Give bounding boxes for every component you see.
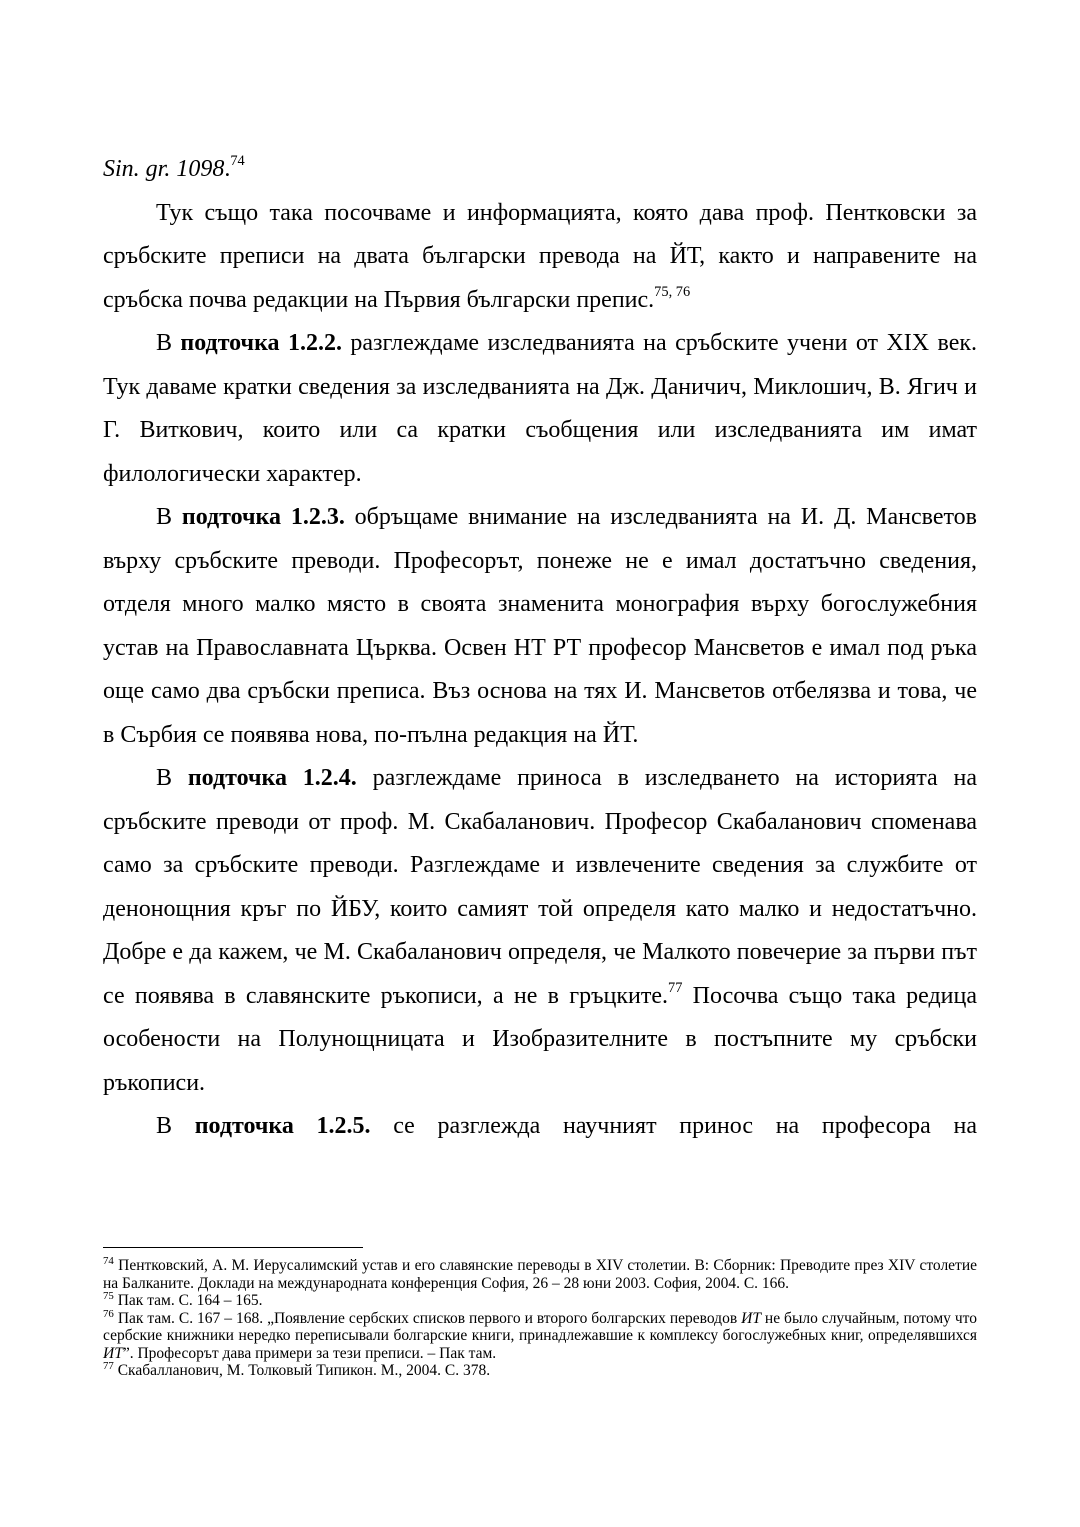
- footnote-number: 76: [103, 1307, 114, 1320]
- paragraph-pentkovski: [103, 192, 977, 323]
- footnote-75: [103, 1292, 977, 1310]
- footnote-text: Пентковский, А. М. Иерусалимский устав и его славянские переводы в XIV столетии. В: Сборник: Преводите през XIV столетие на Балканите. Доклади на международната конференция София, 26 – 28 юни 2003. София, 2004. С. 166.: [103, 1257, 978, 1292]
- paragraph-1-2-3: [103, 496, 977, 757]
- paragraph-lead: В: [156, 1113, 173, 1139]
- footnote-number: 77: [103, 1360, 114, 1373]
- footnote-ref-75-76[interactable]: 75, 76: [654, 283, 691, 300]
- footnote-77: [103, 1362, 977, 1380]
- footnote-text: Скабалланович, М. Толковый Типикон. М., 2004. С. 378.: [117, 1362, 491, 1379]
- footnote-76: [103, 1307, 978, 1363]
- paragraph-manuscript-ref: [103, 148, 977, 192]
- footnote-74: [103, 1257, 977, 1292]
- paragraph-1-2-4: [103, 757, 977, 1105]
- subsection-label: подточка 1.2.3.: [181, 504, 345, 530]
- footnote-text: ”. Професорът дава примери за тези преписи. – Пак там.: [122, 1344, 497, 1362]
- footnote-number: 75: [103, 1290, 114, 1303]
- paragraph-lead: В: [156, 330, 173, 356]
- footnote-text: не было случайным, потому что сербские книжники нередко переписывали болгарские книги, принадлежавшие к комплексу богослужебных книг, определявшихся: [103, 1309, 978, 1344]
- footnote-separator: [103, 1247, 363, 1248]
- subsection-label: подточка 1.2.2.: [180, 330, 342, 356]
- footnotes: [103, 1257, 977, 1380]
- main-text: [103, 148, 977, 1149]
- paragraph-text-continued: Посочва също така редица особености на Полунощницата и Изобразителните в постъпните му сръбски ръкописи.: [103, 982, 978, 1096]
- paragraph-lead: В: [156, 765, 173, 791]
- footnote-ref-77[interactable]: 77: [668, 979, 683, 996]
- footnote-number: 74: [103, 1255, 114, 1268]
- period: .: [224, 156, 231, 182]
- paragraph-text: разглеждаме изследванията на сръбските учени от XIX век. Тук даваме кратки сведения за изследванията на Дж. Даничич, Миклошич, В. Ягич и Г. Виткович, които или са кратки съобщения или изследванията им имат филологически характер.: [103, 330, 978, 487]
- paragraph-text: обръщаме внимание на изследванията на И. Д. Мансветов върху сръбските преводи. Професорът, понеже не е имал достатъчно сведения, отделя много малко място в своята знаменита монография върху богослужебния устав на Православната Църква. Освен НТ РТ професор Мансветов е имал под ръка още само два сръбски преписа. Въз основа на тях И. Мансветов отбелязва и това, че в Сърбия се появява нова, по-пълна редакция на ЙТ.: [103, 504, 978, 748]
- footnote-italic-abbrev: ИТ: [741, 1309, 761, 1327]
- paragraph-lead: В: [156, 504, 173, 530]
- subsection-label: подточка 1.2.5.: [194, 1113, 371, 1139]
- paragraph-text: Тук също така посочваме и информацията, която дава проф. Пентковски за сръбските преписи на двата български превода на ЙТ, както и направените на сръбска почва редакции на Първия български препис.: [103, 199, 977, 313]
- paragraph-1-2-5: [103, 1105, 977, 1149]
- footnote-text: Пак там. С. 164 – 165.: [117, 1292, 263, 1309]
- paragraph-1-2-2: [103, 322, 977, 496]
- paragraph-text: разглеждаме приноса в изследването на историята на сръбските преводи от проф. М. Скабаланович. Професор Скабаланович споменава само за сръбските преводи. Разглеждаме и извлечените сведения за службите от денонощния кръг по ЙБУ, които самият той определя като малко и недостатъчно. Добре е да кажем, че М. Скабаланович определя, че Малкото повечерие за първи път се появява в славянските ръкописи, а не в гръцките.: [103, 765, 978, 1009]
- manuscript-siglum: Sin. gr. 1098: [103, 156, 225, 182]
- paragraph-text: се разглежда научният принос на професора на: [393, 1113, 978, 1139]
- subsection-label: подточка 1.2.4.: [187, 765, 357, 791]
- footnote-text: Пак там. С. 167 – 168. „Появление сербских списков первого и второго болгарских переводов: [117, 1309, 738, 1327]
- footnote-italic-abbrev: ИТ: [103, 1344, 123, 1362]
- footnote-ref-74[interactable]: 74: [230, 153, 245, 170]
